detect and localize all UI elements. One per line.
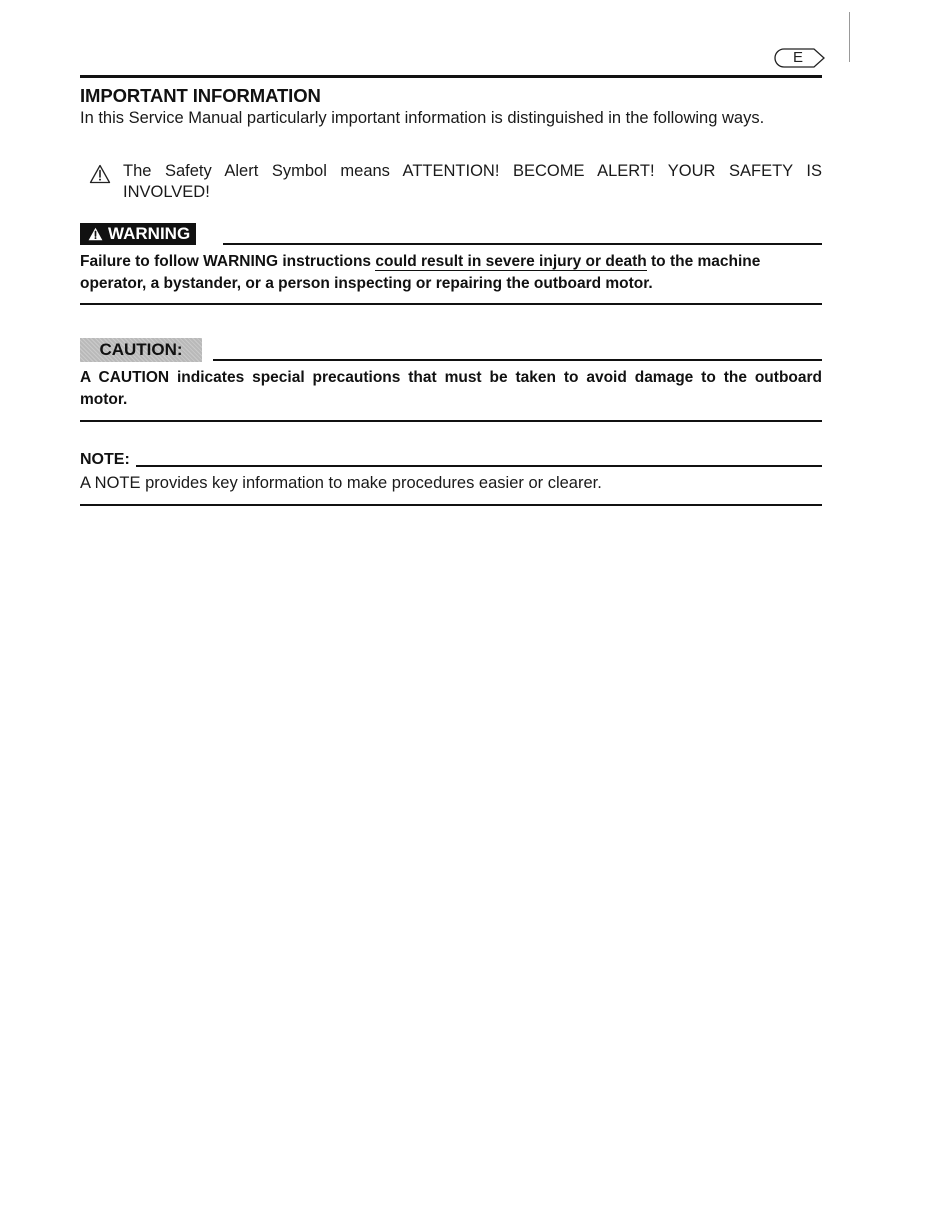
warning-triangle-icon	[88, 227, 103, 241]
note-text: A NOTE provides key information to make procedures easier or clearer.	[80, 474, 602, 492]
scan-edge-mark	[849, 12, 850, 62]
warning-text	[80, 251, 822, 295]
warning-label: WARNING	[108, 224, 191, 243]
language-tab-label: E	[792, 49, 803, 66]
note-header-rule	[136, 465, 822, 467]
safety-alert-triangle-icon	[89, 164, 111, 184]
warning-text-emphasis: could result in severe injury or death	[375, 253, 647, 270]
warning-text-end: to the machine operator, a bystander, or a person inspecting or repairing the outboard motor.	[80, 253, 761, 292]
caution-header-rule	[213, 359, 822, 361]
intro-paragraph: In this Service Manual particularly important information is distinguished in the following ways.	[80, 109, 765, 127]
language-tab	[774, 48, 826, 68]
caution-text: A CAUTION indicates special precautions that must be taken to avoid damage to the outboard motor.	[80, 369, 822, 408]
header-rule	[80, 75, 822, 78]
note-label: NOTE:	[80, 451, 130, 468]
safety-alert-text: The Safety Alert Symbol means ATTENTION! BECOME ALERT! YOUR SAFETY IS INVOLVED!	[123, 162, 822, 201]
warning-header-rule	[223, 243, 822, 245]
note-footer-rule	[80, 504, 822, 506]
warning-footer-rule	[80, 303, 822, 305]
caution-footer-rule	[80, 420, 822, 422]
warning-badge	[80, 223, 196, 245]
caution-badge: CAUTION:	[80, 338, 202, 362]
warning-text-start: Failure to follow WARNING instructions	[80, 253, 376, 270]
page-title: IMPORTANT INFORMATION	[80, 85, 321, 106]
